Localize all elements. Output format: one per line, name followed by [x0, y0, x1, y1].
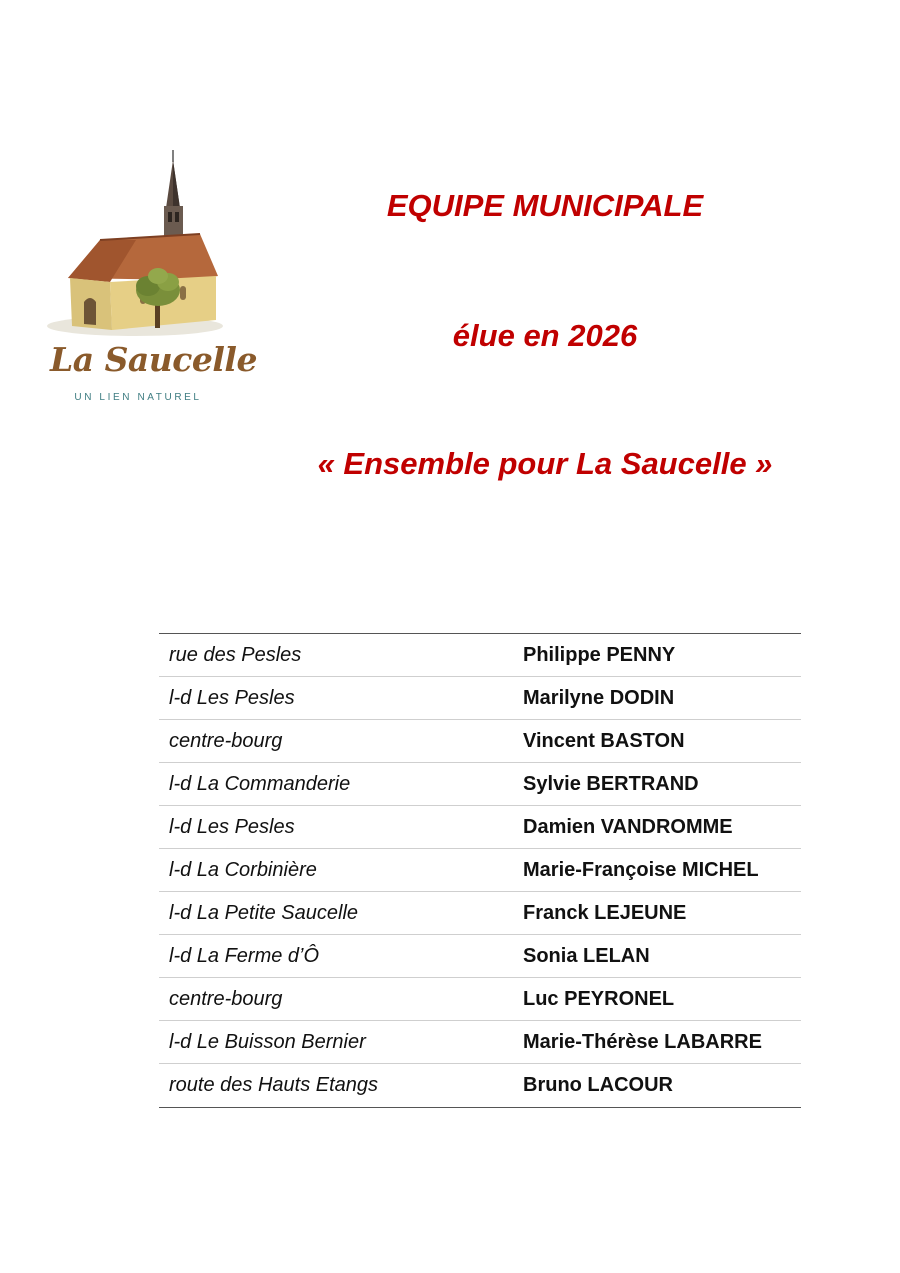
member-name: Marie-Françoise MICHEL [523, 858, 759, 881]
member-place: route des Hauts Etangs [169, 1074, 379, 1096]
member-place: l-d Les Pesles [169, 686, 295, 709]
member-name: Marie-Thérèse LABARRE [523, 1030, 762, 1053]
member-name: Philippe PENNY [523, 643, 676, 666]
member-place: l-d Les Pesles [169, 815, 295, 838]
member-name: Sylvie BERTRAND [523, 772, 699, 795]
member-place: centre-bourg [169, 729, 283, 752]
table-row [159, 763, 801, 806]
member-name: Bruno LACOUR [523, 1074, 673, 1096]
table-row [159, 677, 801, 720]
table-row [159, 634, 801, 677]
church-illustration [40, 148, 230, 338]
slogan: « Ensemble pour La Saucelle » [317, 446, 773, 481]
table-row [159, 935, 801, 978]
logo-tagline: UN LIEN NATUREL [74, 392, 202, 403]
page-title: EQUIPE MUNICIPALE [386, 188, 704, 223]
member-place: l-d La Petite Saucelle [169, 901, 359, 924]
member-name: Franck LEJEUNE [523, 901, 687, 924]
table-row [159, 720, 801, 763]
member-place: l-d La Ferme d’Ô [169, 944, 320, 967]
member-place: l-d La Commanderie [169, 772, 351, 795]
table-row [159, 1064, 801, 1107]
members-table [159, 633, 801, 1108]
table-row [159, 978, 801, 1021]
member-name: Vincent BASTON [523, 729, 685, 752]
logo-name: La Saucelle [50, 340, 257, 379]
member-name: Damien VANDROMME [523, 815, 733, 838]
member-name: Luc PEYRONEL [523, 987, 675, 1010]
logo [40, 148, 257, 410]
member-place: l-d La Corbinière [169, 858, 317, 881]
member-place: centre-bourg [169, 987, 283, 1010]
table-row [159, 1021, 801, 1064]
table-row [159, 806, 801, 849]
page-subtitle: élue en 2026 [452, 318, 638, 353]
member-name: Marilyne DODIN [523, 686, 675, 709]
table-row [159, 892, 801, 935]
table-row [159, 849, 801, 892]
member-name: Sonia LELAN [523, 944, 650, 967]
member-place: rue des Pesles [169, 643, 302, 666]
member-place: l-d Le Buisson Bernier [169, 1030, 366, 1053]
